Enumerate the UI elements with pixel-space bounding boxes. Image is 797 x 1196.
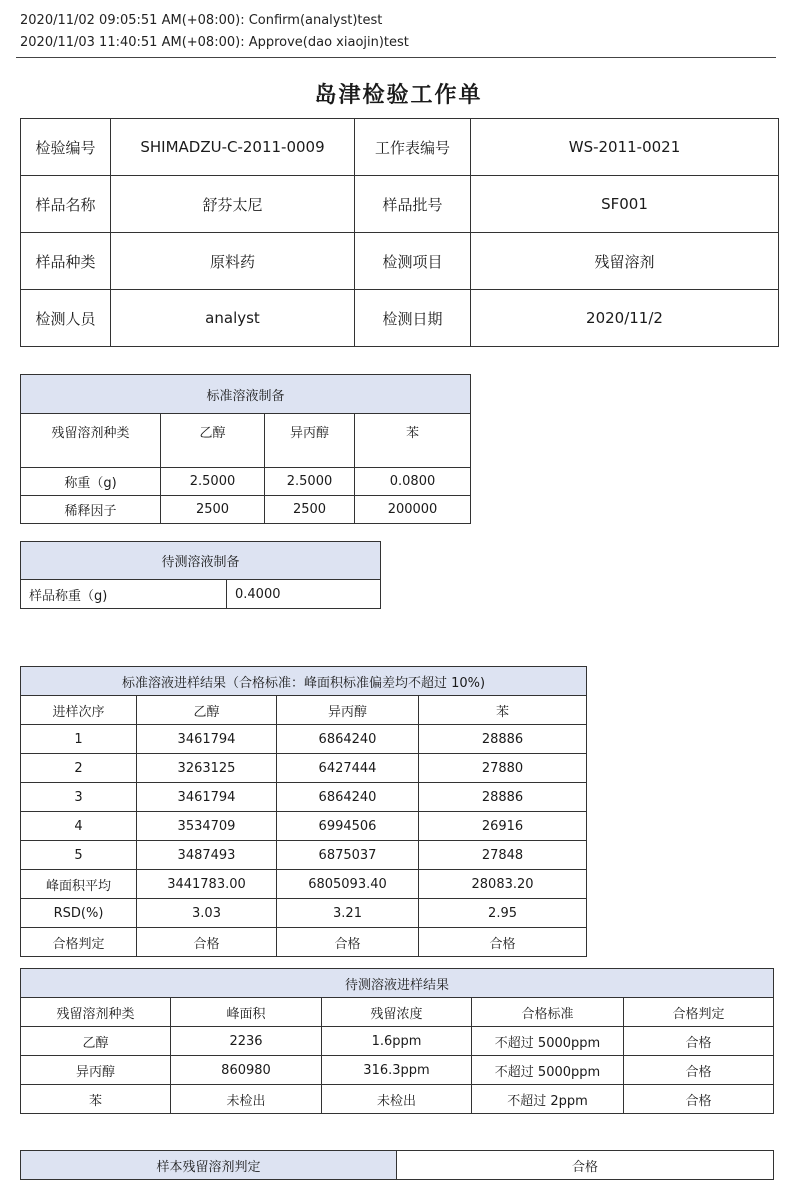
table-cell: 2236 [171, 1027, 322, 1056]
table-cell: 200000 [355, 496, 471, 524]
table-cell: 2.95 [419, 899, 587, 928]
column-header: 异丙醇 [277, 696, 419, 725]
table-cell: 6864240 [277, 783, 419, 812]
table-header-row [21, 969, 774, 998]
field-value: analyst [111, 290, 355, 347]
table-cell: 不超过 5000ppm [472, 1056, 624, 1085]
table-row [21, 119, 779, 176]
info-table [20, 118, 779, 347]
table-cell: 3461794 [137, 725, 277, 754]
table-cell: 6864240 [277, 725, 419, 754]
table-cell: 3534709 [137, 812, 277, 841]
column-header: 苯 [355, 414, 471, 468]
table-row [21, 1027, 774, 1056]
table-row [21, 899, 587, 928]
table-cell: 不超过 2ppm [472, 1085, 624, 1114]
field-label: 检测项目 [355, 233, 471, 290]
header-divider [16, 57, 776, 58]
sample-results-table [20, 968, 774, 1114]
field-label: 样品种类 [21, 233, 111, 290]
section-title: 标准溶液进样结果（合格标准：峰面积标准偏差均不超过 10%) [21, 667, 587, 696]
table-row [21, 725, 587, 754]
field-value: 舒芬太尼 [111, 176, 355, 233]
field-label: 工作表编号 [355, 119, 471, 176]
table-row [21, 496, 471, 524]
row-label: 3 [21, 783, 137, 812]
field-label: 检验编号 [21, 119, 111, 176]
row-label: 样本残留溶剂判定 [21, 1151, 397, 1180]
table-cell: 6994506 [277, 812, 419, 841]
table-cell: 6875037 [277, 841, 419, 870]
table-cell: 3461794 [137, 783, 277, 812]
row-label: 1 [21, 725, 137, 754]
standard-prep-table [20, 374, 471, 524]
row-label: 称重（g) [21, 468, 161, 496]
section-title: 待测溶液制备 [21, 542, 381, 580]
column-header: 残留溶剂种类 [21, 998, 171, 1027]
table-cell: 未检出 [322, 1085, 472, 1114]
table-cell: 3263125 [137, 754, 277, 783]
section-title: 待测溶液进样结果 [21, 969, 774, 998]
sample-prep-table [20, 541, 381, 609]
table-cell: 27848 [419, 841, 587, 870]
table-row [21, 1151, 774, 1180]
table-row [21, 870, 587, 899]
row-label: 合格判定 [21, 928, 137, 957]
table-cell: 6805093.40 [277, 870, 419, 899]
row-label: 异丙醇 [21, 1056, 171, 1085]
field-label: 样品名称 [21, 176, 111, 233]
field-value: SF001 [471, 176, 779, 233]
field-label: 检测人员 [21, 290, 111, 347]
column-header: 苯 [419, 696, 587, 725]
field-value: 2020/11/2 [471, 290, 779, 347]
table-cell: 27880 [419, 754, 587, 783]
table-column-row [21, 414, 471, 468]
table-cell: 3.03 [137, 899, 277, 928]
row-label: 稀释因子 [21, 496, 161, 524]
table-header-row [21, 375, 471, 414]
table-cell: 3.21 [277, 899, 419, 928]
table-cell: 合格 [624, 1085, 774, 1114]
table-cell: 6427444 [277, 754, 419, 783]
table-cell: 860980 [171, 1056, 322, 1085]
column-header: 残留浓度 [322, 998, 472, 1027]
table-row [21, 928, 587, 957]
table-row [21, 233, 779, 290]
table-header-row [21, 667, 587, 696]
field-label: 样品批号 [355, 176, 471, 233]
table-cell: 2.5000 [265, 468, 355, 496]
column-header: 异丙醇 [265, 414, 355, 468]
row-label: 苯 [21, 1085, 171, 1114]
table-cell: 0.0800 [355, 468, 471, 496]
table-cell: 合格 [624, 1027, 774, 1056]
row-label: 5 [21, 841, 137, 870]
column-header: 残留溶剂种类 [21, 414, 161, 468]
standard-results-table [20, 666, 587, 957]
table-cell: 合格 [137, 928, 277, 957]
final-judgement-value: 合格 [397, 1151, 774, 1180]
table-cell: 合格 [624, 1056, 774, 1085]
table-header-row [21, 542, 381, 580]
row-label: RSD(%) [21, 899, 137, 928]
field-value: 残留溶剂 [471, 233, 779, 290]
table-row [21, 468, 471, 496]
table-cell: 2500 [161, 496, 265, 524]
table-cell: 2.5000 [161, 468, 265, 496]
table-row [21, 1056, 774, 1085]
column-header: 合格判定 [624, 998, 774, 1027]
table-cell: 26916 [419, 812, 587, 841]
table-cell: 28886 [419, 783, 587, 812]
table-row [21, 754, 587, 783]
audit-log-entry: 2020/11/03 11:40:51 AM(+08:00): Approve(dao xiaojin)test [20, 35, 409, 50]
column-header: 乙醇 [161, 414, 265, 468]
table-row [21, 290, 779, 347]
row-label: 乙醇 [21, 1027, 171, 1056]
field-value: WS-2011-0021 [471, 119, 779, 176]
row-label: 峰面积平均 [21, 870, 137, 899]
table-cell: 未检出 [171, 1085, 322, 1114]
column-header: 进样次序 [21, 696, 137, 725]
table-cell: 不超过 5000ppm [472, 1027, 624, 1056]
section-title: 标准溶液制备 [21, 375, 471, 414]
page-title: 岛津检验工作单 [314, 83, 483, 108]
row-label: 样品称重（g) [21, 580, 227, 609]
row-label: 4 [21, 812, 137, 841]
table-row [21, 812, 587, 841]
table-cell: 合格 [419, 928, 587, 957]
field-value: 原料药 [111, 233, 355, 290]
sample-weight-value: 0.4000 [227, 580, 381, 609]
table-cell: 1.6ppm [322, 1027, 472, 1056]
table-cell: 合格 [277, 928, 419, 957]
table-cell: 28886 [419, 725, 587, 754]
final-judgement-table [20, 1150, 774, 1180]
table-row [21, 176, 779, 233]
table-cell: 28083.20 [419, 870, 587, 899]
table-cell: 2500 [265, 496, 355, 524]
table-cell: 3487493 [137, 841, 277, 870]
table-column-row [21, 696, 587, 725]
audit-log-entry: 2020/11/02 09:05:51 AM(+08:00): Confirm(analyst)test [20, 13, 383, 28]
table-column-row [21, 998, 774, 1027]
table-row [21, 1085, 774, 1114]
column-header: 合格标准 [472, 998, 624, 1027]
column-header: 峰面积 [171, 998, 322, 1027]
field-label: 检测日期 [355, 290, 471, 347]
table-row [21, 841, 587, 870]
table-row [21, 580, 381, 609]
column-header: 乙醇 [137, 696, 277, 725]
row-label: 2 [21, 754, 137, 783]
table-cell: 316.3ppm [322, 1056, 472, 1085]
table-cell: 3441783.00 [137, 870, 277, 899]
field-value: SHIMADZU-C-2011-0009 [111, 119, 355, 176]
table-row [21, 783, 587, 812]
